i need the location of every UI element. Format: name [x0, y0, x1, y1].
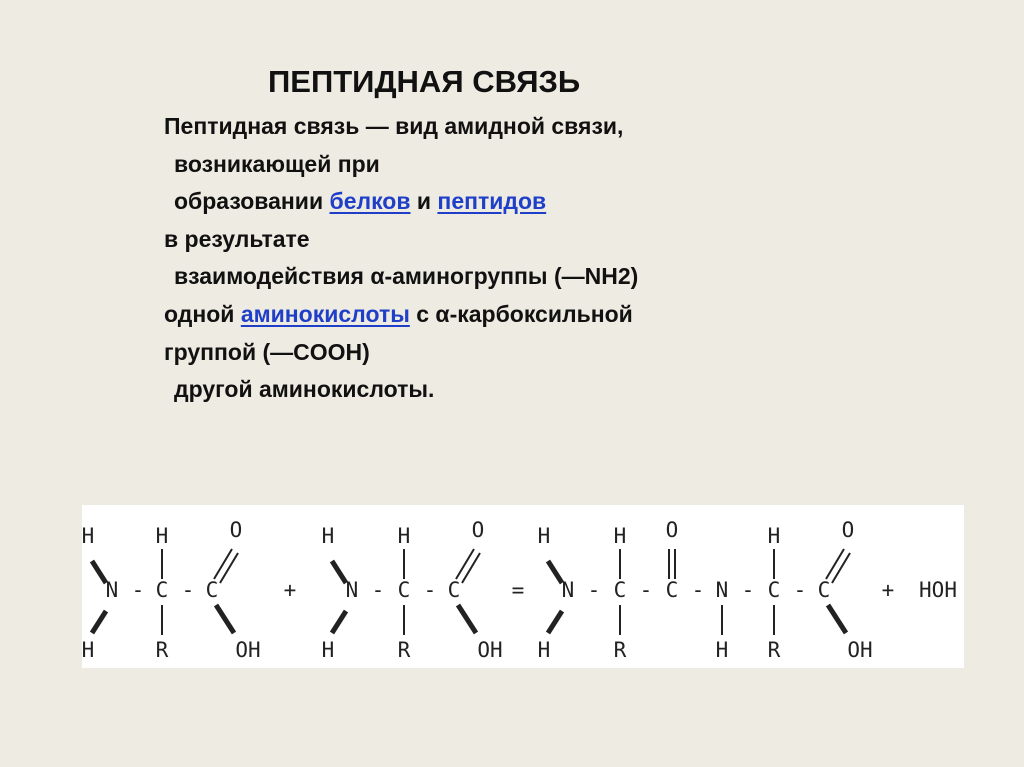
atom-oxygen: O: [841, 518, 855, 542]
bond-dash: -: [131, 578, 145, 602]
link-peptides[interactable]: пептидов: [437, 188, 547, 215]
atom-hydrogen: H: [767, 524, 781, 548]
text-segment: одной: [164, 300, 241, 327]
text-line-8: другой аминокислоты.: [174, 376, 435, 403]
atom-carbon: C: [665, 578, 679, 602]
bond-dash: -: [181, 578, 195, 602]
reaction-svg: [82, 505, 964, 668]
atom-oxygen: O: [471, 518, 485, 542]
atom-nitrogen: N: [105, 578, 119, 602]
bond-line: [462, 553, 480, 583]
atom-hydroxyl: OH: [847, 638, 873, 662]
atom-hydrogen: H: [321, 524, 335, 548]
text-line-5: взаимодействия α-аминогруппы (—NH2): [174, 263, 639, 290]
atom-nitrogen: N: [715, 578, 729, 602]
peptide-reaction-diagram: [82, 505, 964, 668]
bond-wedge: [216, 605, 234, 633]
text-line-2: возникающей при: [174, 150, 380, 177]
atom-radical: R: [397, 638, 411, 662]
text-line-3: [164, 183, 638, 221]
atom-hydrogen: H: [155, 524, 169, 548]
text-segment: и: [410, 188, 438, 215]
bond-line: [220, 553, 238, 583]
text-line-4: в результате: [164, 225, 310, 252]
bond-dash: -: [793, 578, 807, 602]
bond-dash: -: [423, 578, 437, 602]
bond-wedge: [458, 605, 476, 633]
definition-text: [164, 108, 638, 409]
bond-line: [832, 553, 850, 583]
bond-wedge: [332, 611, 346, 633]
plus-sign: +: [881, 578, 895, 602]
atom-hydrogen: H: [321, 638, 335, 662]
atom-carbon: C: [397, 578, 411, 602]
bond-wedge: [92, 561, 106, 583]
bond-wedge: [548, 561, 562, 583]
atom-radical: R: [767, 638, 781, 662]
atom-carbon: C: [613, 578, 627, 602]
bond-line: [456, 549, 474, 579]
plus-sign: +: [283, 578, 297, 602]
atom-radical: R: [613, 638, 627, 662]
link-proteins[interactable]: белков: [329, 188, 411, 215]
atom-oxygen: O: [229, 518, 243, 542]
atom-hydroxyl: OH: [235, 638, 261, 662]
atom-carbon: C: [447, 578, 461, 602]
text-line-7: группой (—COOH): [164, 338, 370, 365]
text-line-6: [164, 296, 638, 334]
text-line-1: Пептидная связь — вид амидной связи,: [164, 113, 624, 139]
atom-carbon: C: [767, 578, 781, 602]
equals-sign: =: [511, 578, 525, 602]
link-amino-acids[interactable]: аминокислоты: [240, 300, 410, 327]
bond-wedge: [548, 611, 562, 633]
water-molecule: HOH: [919, 578, 957, 602]
atom-oxygen: O: [665, 518, 679, 542]
text-segment: с α-карбоксильной: [409, 300, 633, 327]
slide-title: ПЕПТИДНАЯ СВЯЗЬ: [268, 64, 581, 99]
bond-dash: -: [691, 578, 705, 602]
atom-hydrogen: H: [537, 524, 551, 548]
bond-dash: -: [587, 578, 601, 602]
atom-hydrogen: H: [82, 638, 95, 662]
bond-wedge: [92, 611, 106, 633]
atom-nitrogen: N: [345, 578, 359, 602]
atom-carbon: C: [155, 578, 169, 602]
atom-hydrogen: H: [537, 638, 551, 662]
atom-hydrogen: H: [715, 638, 729, 662]
bond-line: [214, 549, 232, 579]
atom-hydrogen: H: [397, 524, 411, 548]
atom-nitrogen: N: [561, 578, 575, 602]
atom-hydroxyl: OH: [477, 638, 503, 662]
bond-wedge: [332, 561, 346, 583]
bond-dash: -: [371, 578, 385, 602]
bond-wedge: [828, 605, 846, 633]
bond-line: [826, 549, 844, 579]
atom-hydrogen: H: [82, 524, 95, 548]
text-segment: образовании: [174, 188, 330, 215]
atom-carbon: C: [205, 578, 219, 602]
bond-dash: -: [741, 578, 755, 602]
atom-radical: R: [155, 638, 169, 662]
atom-hydrogen: H: [613, 524, 627, 548]
bond-dash: -: [639, 578, 653, 602]
atom-carbon: C: [817, 578, 831, 602]
